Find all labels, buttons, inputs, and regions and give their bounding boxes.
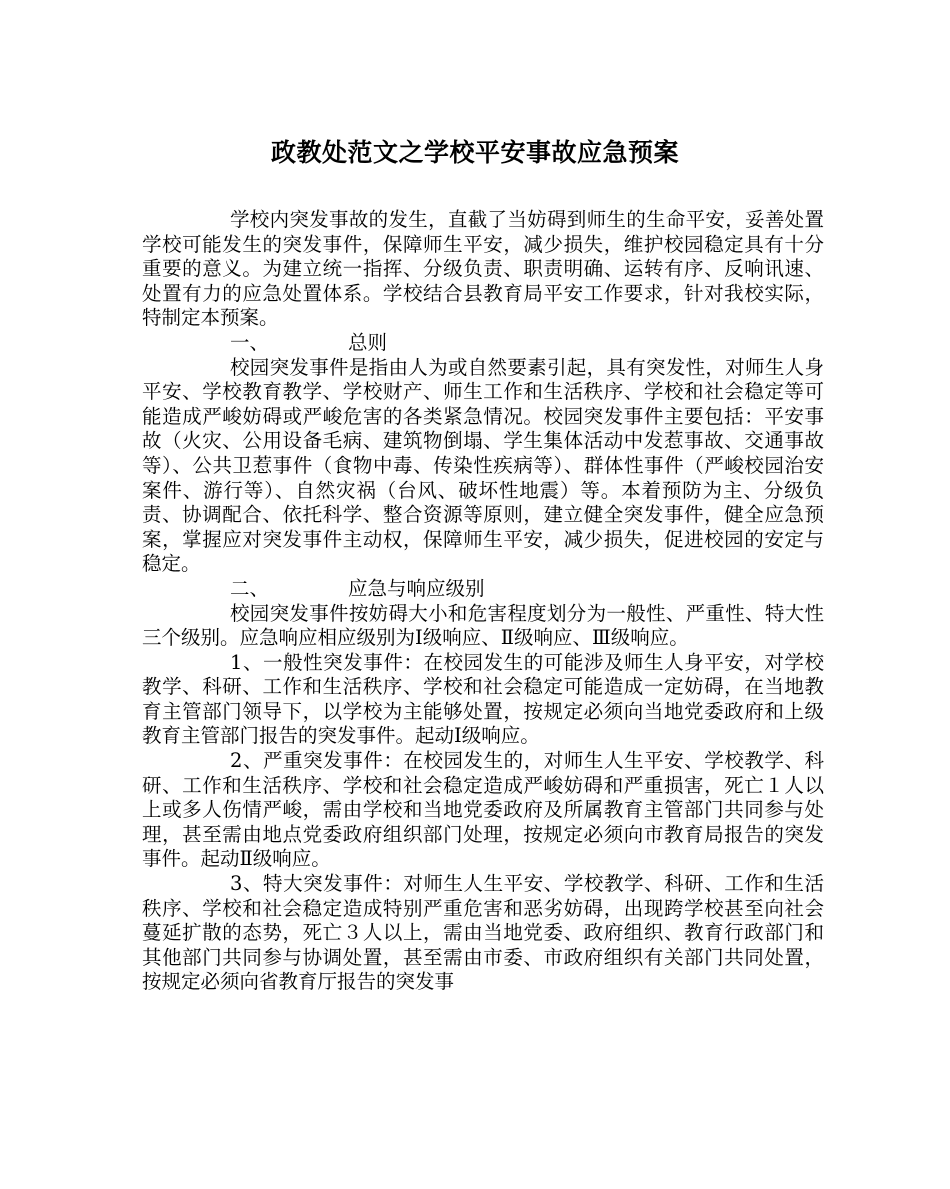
body-paragraph: 校园突发事件是指由人为或自然要素引起，具有突发性，对师生人身平安、学校教育教学、学校财产、师生工作和生活秩序、学校和社会稳定等可能造成严峻妨碍或严峻危害的各类紧急情况。校园突发事件主要包括：平安事故（火灾、公用设备毛病、建筑物倒塌、学生集体活动中发惹事故、交通事故等）、公共卫惹事件（食物中毒、传染性疾病等）、群体性事件（严峻校园治安案件、游行等）、自然灾祸（台风、破坏性地震）等。本着预防为主、分级负责、协调配合、依托科学、整合资源等原则，建立健全突发事件，健全应急预案，掌握应对突发事件主动权，保障师生平安，减少损失，促进校园的安定与稳定。 <box>142 355 824 576</box>
body-paragraph: 3、特大突发事件：对师生人生平安、学校教学、科研、工作和生活秩序、学校和社会稳定造成特别严重危害和恶劣妨碍，出现跨学校甚至向社会蔓延扩散的态势，死亡３人以上，需由当地党委、政府组织、教育行政部门和其他部门共同参与协调处置，甚至需由市委、市政府组织有关部门共同处置，按规定必须向省教育厅报告的突发事 <box>142 872 824 994</box>
body-paragraph: 校园突发事件按妨碍大小和危害程度划分为一般性、严重性、特大性三个级别。应急响应相应级别为Ⅰ级响应、Ⅱ级响应、Ⅲ级响应。 <box>142 601 824 650</box>
document-body <box>142 208 824 995</box>
section-heading <box>142 331 824 356</box>
body-paragraph: 1、一般性突发事件：在校园发生的可能涉及师生人身平安，对学校教学、科研、工作和生活秩序、学校和社会稳定可能造成一定妨碍，在当地教育主管部门领导下，以学校为主能够处置，按规定必须向当地党委政府和上级教育主管部门报告的突发事件。起动Ⅰ级响应。 <box>142 650 824 748</box>
document-title: 政教处范文之学校平安事故应急预案 <box>270 138 679 167</box>
body-paragraph: 2、严重突发事件：在校园发生的，对师生人生平安、学校教学、科研、工作和生活秩序、学校和社会稳定造成严峻妨碍和严重损害，死亡１人以上或多人伤情严峻，需由学校和当地党委政府及所属教育主管部门共同参与处理，甚至需由地点党委政府组织部门处理，按规定必须向市教育局报告的突发事件。起动Ⅱ级响应。 <box>142 749 824 871</box>
body-paragraph: 学校内突发事故的发生，直截了当妨碍到师生的生命平安，妥善处置学校可能发生的突发事件，保障师生平安，减少损失，维护校园稳定具有十分重要的意义。为建立统一指挥、分级负责、职责明确、运转有序、反响讯速、处置有力的应急处置体系。学校结合县教育局平安工作要求，针对我校实际，特制定本预案。 <box>142 208 824 330</box>
section-heading <box>142 577 824 602</box>
section-heading-text: 应急与响应级别 <box>348 576 485 600</box>
section-heading-number: 二、 <box>230 576 270 600</box>
section-heading-text: 总则 <box>348 330 388 354</box>
section-heading-number: 一、 <box>230 330 270 354</box>
